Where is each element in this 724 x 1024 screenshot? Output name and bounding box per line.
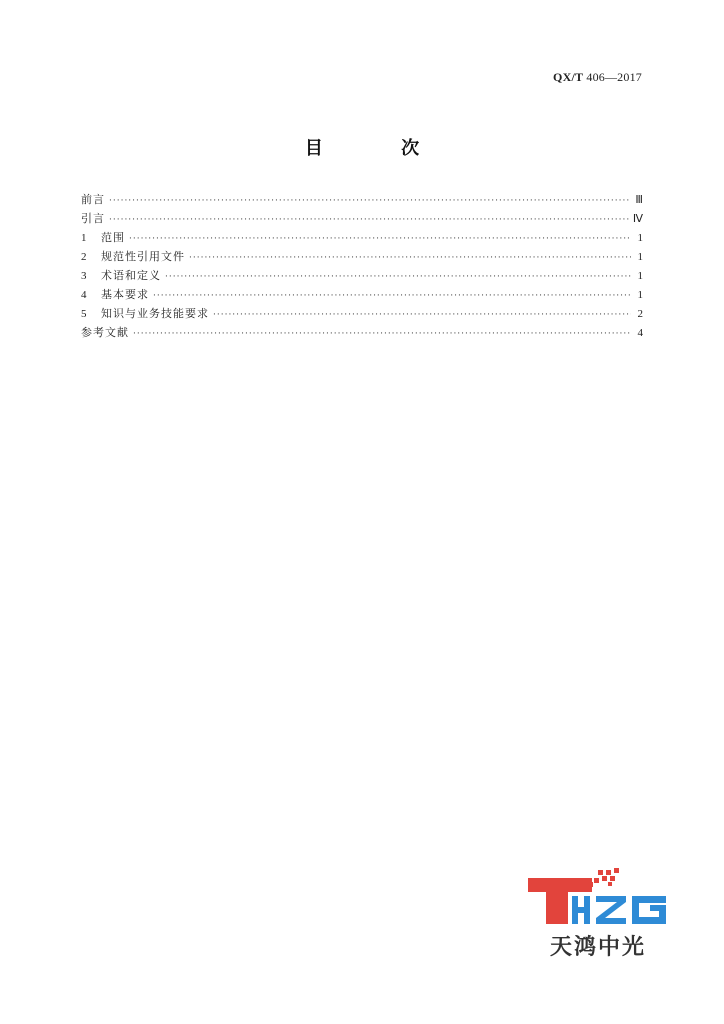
toc-entry-basic-requirements[interactable] [81, 285, 643, 304]
page-title: 目 次 [304, 138, 456, 159]
toc-label: 术语和定义 [101, 269, 161, 282]
toc-entry-knowledge-skills[interactable] [81, 304, 643, 323]
toc-entry-terms-definitions[interactable] [81, 266, 643, 285]
toc-label: 范围 [101, 231, 125, 244]
standard-code [553, 70, 642, 85]
toc-page: 1 [637, 289, 643, 301]
toc-label: 规范性引用文件 [101, 250, 185, 263]
logo-text: 天鸿中光 [549, 935, 647, 960]
toc-page: 1 [637, 251, 643, 263]
toc-label: 知识与业务技能要求 [101, 307, 209, 320]
toc-leader [109, 192, 631, 211]
toc-number: 2 [81, 251, 87, 263]
pixel-decoration-icon [588, 868, 619, 887]
toc-label: 参考文献 [81, 326, 129, 339]
toc-page: 2 [637, 308, 643, 320]
toc-entry-introduction[interactable] [81, 209, 643, 228]
toc-leader [165, 268, 631, 287]
toc-leader [189, 249, 631, 268]
toc-page: Ⅳ [632, 213, 643, 225]
toc-number: 5 [81, 308, 87, 320]
toc-page: 1 [637, 270, 643, 282]
toc-leader [153, 287, 631, 306]
toc-entry-normative-references[interactable] [81, 247, 643, 266]
toc-number: 4 [81, 289, 87, 301]
standard-code-number: 406—2017 [583, 70, 642, 84]
logo-t-mark [528, 878, 592, 924]
toc-entry-scope[interactable] [81, 228, 643, 247]
toc-entry-bibliography[interactable] [81, 323, 643, 342]
watermark-logo [528, 868, 668, 960]
toc-page: 1 [637, 232, 643, 244]
toc-entry-foreword[interactable] [81, 190, 643, 209]
toc-leader [129, 230, 631, 249]
toc-leader [109, 211, 629, 230]
standard-code-prefix: QX/T [553, 70, 584, 84]
toc-label: 前言 [81, 193, 105, 206]
toc-label: 基本要求 [101, 288, 149, 301]
toc-page: 4 [637, 327, 643, 339]
toc-number: 3 [81, 270, 87, 282]
toc-label: 引言 [81, 212, 105, 225]
toc-page: Ⅲ [635, 194, 643, 206]
logo-hzg-mark [572, 896, 666, 924]
table-of-contents [81, 190, 643, 342]
toc-leader [133, 325, 631, 344]
toc-number: 1 [81, 232, 87, 244]
toc-leader [213, 306, 631, 325]
